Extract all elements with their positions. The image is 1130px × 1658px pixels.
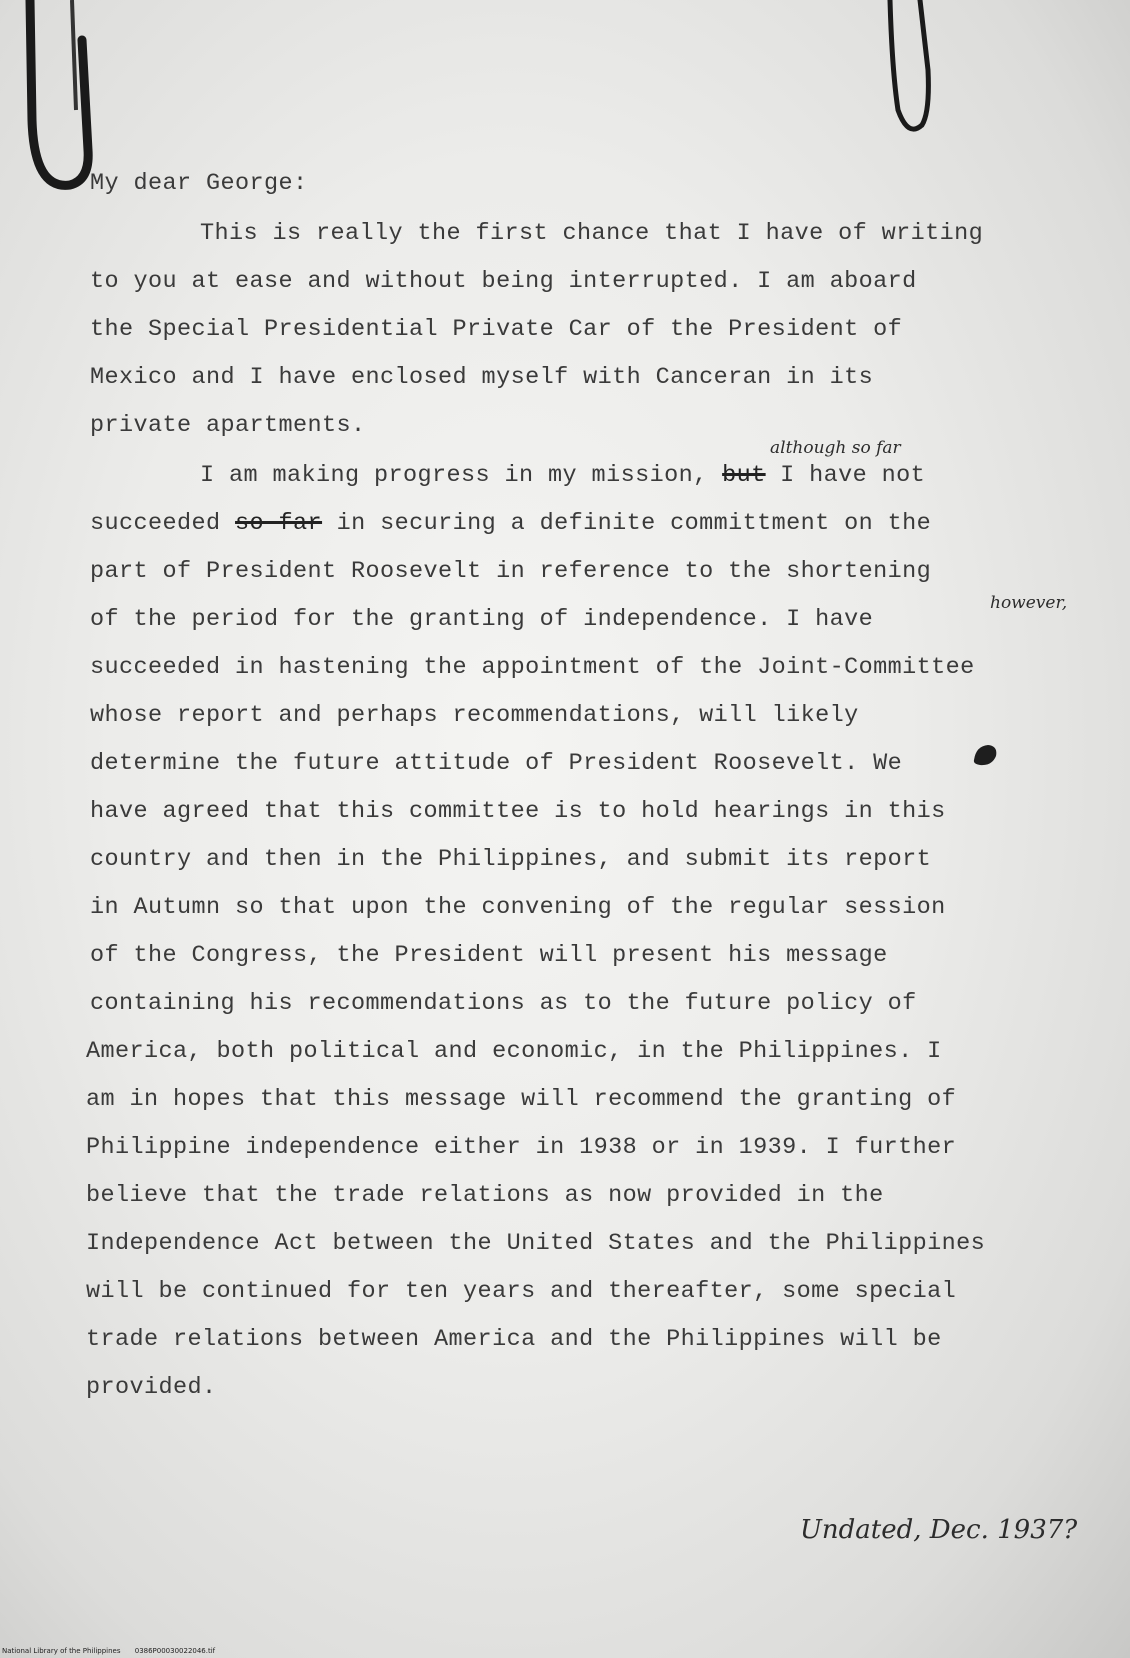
letter-line: to you at ease and without being interrupted. I am aboard bbox=[90, 268, 917, 295]
letter-line: Mexico and I have enclosed myself with Canceran in its bbox=[90, 364, 874, 391]
archive-source: National Library of the Philippines bbox=[2, 1647, 121, 1655]
ink-blot-icon bbox=[970, 742, 1000, 768]
letter-line bbox=[200, 462, 925, 489]
letter-line: part of President Roosevelt in reference to the shortening bbox=[90, 558, 932, 585]
letter-line: of the period for the granting of independence. I have bbox=[90, 606, 874, 633]
letter-line: in Autumn so that upon the convening of the regular session bbox=[90, 894, 946, 921]
letter-line-text: in securing a definite committment on the bbox=[336, 510, 932, 537]
handwritten-date-note: Undated, Dec. 1937? bbox=[800, 1515, 1078, 1545]
handwritten-margin-note: however, bbox=[990, 593, 1068, 613]
letter-line: believe that the trade relations as now provided in the bbox=[86, 1182, 884, 1209]
handwritten-insert: although so far bbox=[770, 438, 901, 458]
letter-line: of the Congress, the President will present his message bbox=[90, 942, 888, 969]
letter-line: trade relations between America and the Philippines will be bbox=[86, 1326, 942, 1353]
letter-line: provided. bbox=[86, 1374, 217, 1401]
struck-word: but bbox=[722, 462, 766, 489]
letter-line: determine the future attitude of President Roosevelt. We bbox=[90, 750, 903, 777]
letter-line: the Special Presidential Private Car of the President of bbox=[90, 316, 903, 343]
letter-line-text: succeeded bbox=[90, 510, 221, 537]
paper-clip-right-icon bbox=[880, 0, 950, 140]
archive-file-id: 0386P00030022046.tif bbox=[134, 1647, 216, 1655]
letter-line: Philippine independence either in 1938 or in 1939. I further bbox=[86, 1134, 957, 1161]
letter-line: This is really the first chance that I have of writing bbox=[200, 220, 984, 247]
letter-line: am in hopes that this message will recommend the granting of bbox=[86, 1086, 957, 1113]
letter-line-text: I am making progress in my mission, bbox=[200, 462, 708, 489]
letter-line: containing his recommendations as to the future policy of bbox=[90, 990, 917, 1017]
letter-line: have agreed that this committee is to hold hearings in this bbox=[90, 798, 946, 825]
letter-line: will be continued for ten years and thereafter, some special bbox=[86, 1278, 957, 1305]
struck-phrase: so far bbox=[235, 510, 323, 537]
salutation: My dear George: bbox=[90, 170, 308, 197]
archive-footer bbox=[2, 1647, 215, 1655]
paper-clip-left-icon bbox=[10, 0, 100, 200]
letter-line: Independence Act between the United States and the Philippines bbox=[86, 1230, 986, 1257]
letter-line: America, both political and economic, in the Philippines. I bbox=[86, 1038, 942, 1065]
letter-line: country and then in the Philippines, and submit its report bbox=[90, 846, 932, 873]
letter-line bbox=[90, 510, 931, 537]
letter-line: private apartments. bbox=[90, 412, 366, 439]
letter-line-text: I have not bbox=[780, 462, 926, 489]
letter-line: succeeded in hastening the appointment of the Joint-Committee bbox=[90, 654, 975, 681]
letter-line: whose report and perhaps recommendations, will likely bbox=[90, 702, 859, 729]
